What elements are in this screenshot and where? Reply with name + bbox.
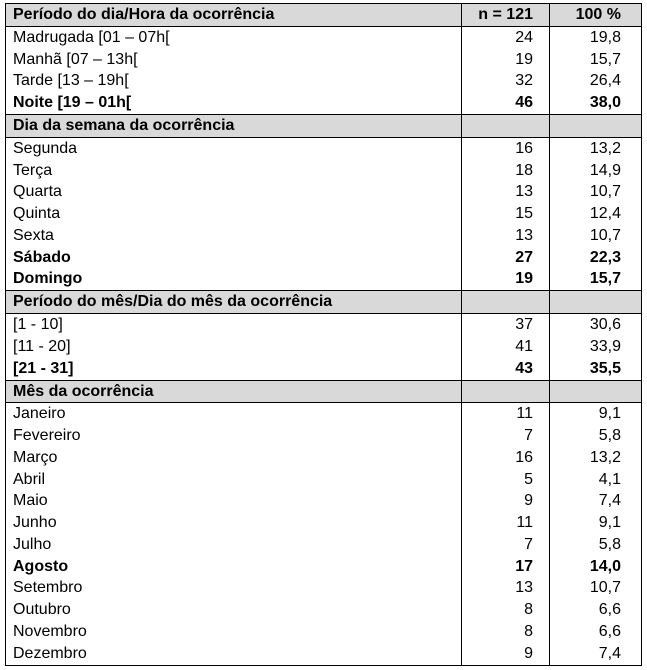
column-header-n: n = 121	[462, 4, 550, 27]
table-row	[6, 358, 642, 380]
row-percent: 5,8	[550, 425, 642, 447]
row-label: Setembro	[6, 578, 462, 600]
row-count: 9	[462, 643, 550, 666]
table-row	[6, 137, 642, 159]
row-count: 11	[462, 403, 550, 425]
row-label: Agosto	[6, 556, 462, 578]
table-row	[6, 70, 642, 92]
table-row	[6, 181, 642, 203]
table-row	[6, 336, 642, 358]
table-row	[6, 621, 642, 643]
table-row	[6, 599, 642, 621]
row-percent: 19,8	[550, 26, 642, 48]
column-header-n	[462, 115, 550, 138]
row-percent: 14,9	[550, 160, 642, 182]
row-count: 13	[462, 578, 550, 600]
table-row	[6, 578, 642, 600]
row-count: 5	[462, 469, 550, 491]
table-row	[6, 314, 642, 336]
column-header-percent	[550, 115, 642, 138]
section-title: Dia da semana da ocorrência	[6, 115, 462, 138]
table-row	[6, 534, 642, 556]
row-label: Março	[6, 447, 462, 469]
row-label: Dezembro	[6, 643, 462, 666]
row-count: 18	[462, 160, 550, 182]
table-row	[6, 92, 642, 114]
row-percent: 10,7	[550, 181, 642, 203]
row-percent: 35,5	[550, 358, 642, 380]
row-label: Manhã [07 – 13h[	[6, 49, 462, 71]
row-count: 32	[462, 70, 550, 92]
row-count: 27	[462, 247, 550, 269]
row-count: 13	[462, 181, 550, 203]
row-label: Julho	[6, 534, 462, 556]
row-percent: 12,4	[550, 203, 642, 225]
row-percent: 38,0	[550, 92, 642, 114]
table-row	[6, 643, 642, 666]
row-percent: 15,7	[550, 49, 642, 71]
column-header-percent	[550, 380, 642, 403]
section-title: Período do dia/Hora da ocorrência	[6, 4, 462, 27]
row-label: Sábado	[6, 247, 462, 269]
section-header	[6, 115, 642, 138]
row-label: Sexta	[6, 225, 462, 247]
row-count: 17	[462, 556, 550, 578]
row-percent: 13,2	[550, 137, 642, 159]
row-label: Fevereiro	[6, 425, 462, 447]
row-label: Janeiro	[6, 403, 462, 425]
table-row	[6, 160, 642, 182]
row-label: Domingo	[6, 269, 462, 291]
row-count: 13	[462, 225, 550, 247]
column-header-percent: 100 %	[550, 4, 642, 27]
occurrence-table	[5, 3, 642, 666]
row-label: Tarde [13 – 19h[	[6, 70, 462, 92]
row-label: Maio	[6, 491, 462, 513]
section-header	[6, 291, 642, 314]
row-percent: 13,2	[550, 447, 642, 469]
row-percent: 6,6	[550, 621, 642, 643]
row-percent: 9,1	[550, 512, 642, 534]
row-count: 8	[462, 621, 550, 643]
row-percent: 15,7	[550, 269, 642, 291]
row-label: Quinta	[6, 203, 462, 225]
row-count: 11	[462, 512, 550, 534]
row-percent: 26,4	[550, 70, 642, 92]
row-label: [21 - 31]	[6, 358, 462, 380]
row-count: 46	[462, 92, 550, 114]
row-label: [11 - 20]	[6, 336, 462, 358]
column-header-n	[462, 291, 550, 314]
row-label: [1 - 10]	[6, 314, 462, 336]
section-header	[6, 4, 642, 27]
table-row	[6, 269, 642, 291]
row-percent: 10,7	[550, 578, 642, 600]
row-count: 9	[462, 491, 550, 513]
row-percent: 7,4	[550, 491, 642, 513]
table-row	[6, 403, 642, 425]
table-row	[6, 247, 642, 269]
row-label: Terça	[6, 160, 462, 182]
row-percent: 4,1	[550, 469, 642, 491]
table-row	[6, 26, 642, 48]
section-header	[6, 380, 642, 403]
table-row	[6, 225, 642, 247]
row-count: 24	[462, 26, 550, 48]
table-row	[6, 425, 642, 447]
column-header-n	[462, 380, 550, 403]
row-percent: 33,9	[550, 336, 642, 358]
row-count: 16	[462, 137, 550, 159]
row-percent: 22,3	[550, 247, 642, 269]
row-percent: 9,1	[550, 403, 642, 425]
row-count: 19	[462, 269, 550, 291]
row-percent: 30,6	[550, 314, 642, 336]
row-count: 16	[462, 447, 550, 469]
column-header-percent	[550, 291, 642, 314]
row-count: 7	[462, 425, 550, 447]
table-row	[6, 49, 642, 71]
row-percent: 10,7	[550, 225, 642, 247]
row-label: Novembro	[6, 621, 462, 643]
table-row	[6, 203, 642, 225]
row-label: Madrugada [01 – 07h[	[6, 26, 462, 48]
row-label: Noite [19 – 01h[	[6, 92, 462, 114]
table-row	[6, 512, 642, 534]
row-count: 7	[462, 534, 550, 556]
row-percent: 6,6	[550, 599, 642, 621]
row-count: 15	[462, 203, 550, 225]
row-label: Outubro	[6, 599, 462, 621]
row-label: Abril	[6, 469, 462, 491]
occurrence-table-body	[6, 4, 642, 666]
table-row	[6, 469, 642, 491]
row-count: 43	[462, 358, 550, 380]
row-label: Quarta	[6, 181, 462, 203]
row-percent: 7,4	[550, 643, 642, 666]
row-count: 19	[462, 49, 550, 71]
row-label: Segunda	[6, 137, 462, 159]
section-title: Mês da ocorrência	[6, 380, 462, 403]
row-count: 41	[462, 336, 550, 358]
section-title: Período do mês/Dia do mês da ocorrência	[6, 291, 462, 314]
row-count: 8	[462, 599, 550, 621]
row-percent: 14,0	[550, 556, 642, 578]
table-row	[6, 491, 642, 513]
row-label: Junho	[6, 512, 462, 534]
table-row	[6, 447, 642, 469]
row-percent: 5,8	[550, 534, 642, 556]
table-row	[6, 556, 642, 578]
row-count: 37	[462, 314, 550, 336]
